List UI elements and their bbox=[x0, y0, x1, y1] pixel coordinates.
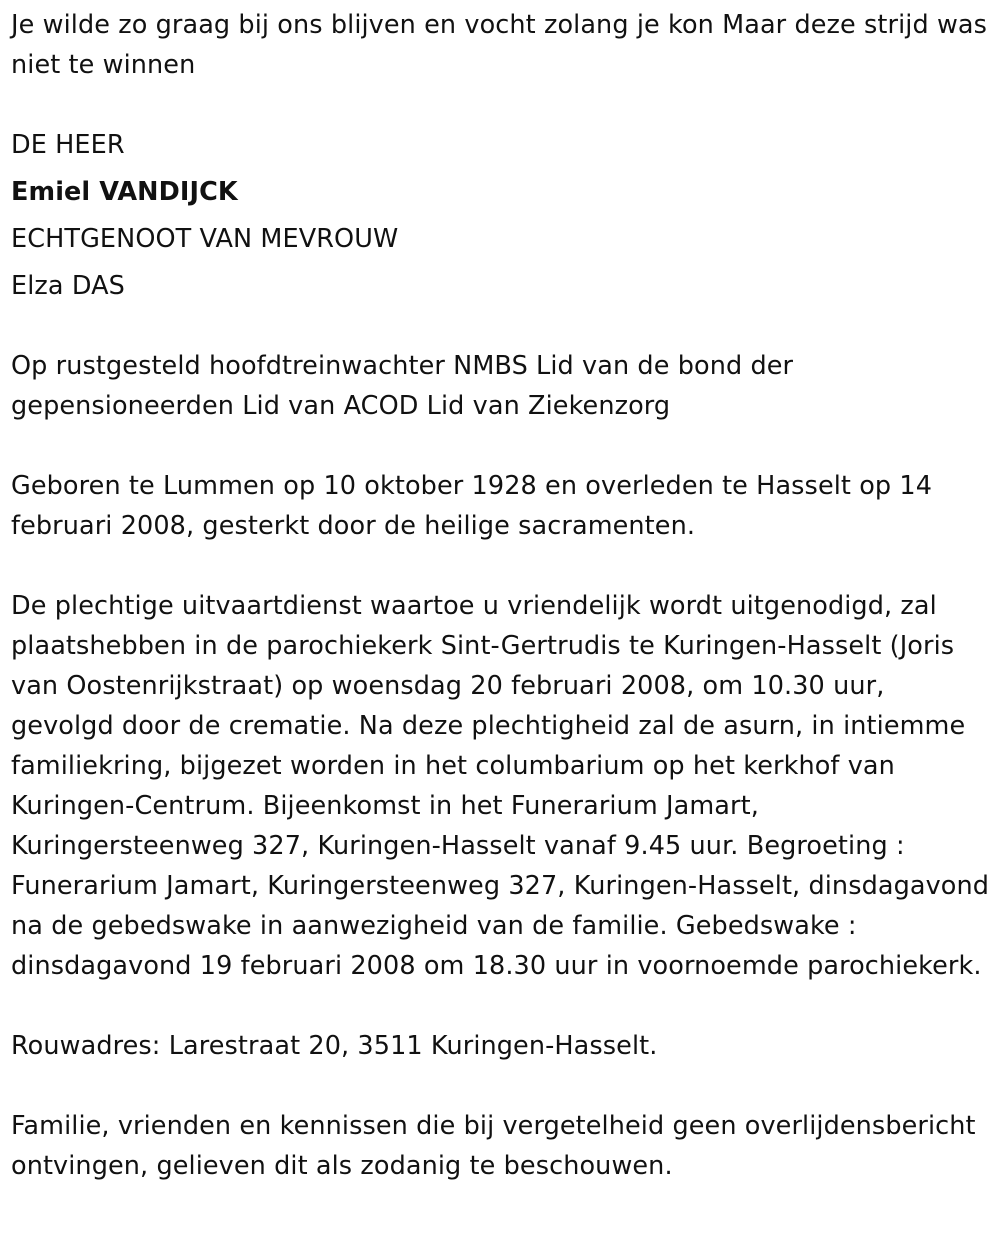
spouse-name: Elza DAS bbox=[11, 271, 125, 301]
address-text: Rouwadres: Larestraat 20, 3511 Kuringen-Hasselt. bbox=[11, 1031, 658, 1061]
birth-death-text: Geboren te Lummen op 10 oktober 1928 en overleden te Hasselt op 14 februari 2008, gesterkt door de heilige sacramenten. bbox=[11, 471, 933, 541]
closing-text: Familie, vrienden en kennissen die bij vergetelheid geen overlijdensbericht ontvingen, gelieven dit als zodanig te beschouwen. bbox=[11, 1111, 976, 1181]
deceased-name: Emiel VANDIJCK bbox=[11, 177, 238, 207]
spouse-label: ECHTGENOOT VAN MEVROUW bbox=[11, 224, 399, 254]
profession-text: Op rustgesteld hoofdtreinwachter NMBS Lid van de bond der gepensioneerden Lid van ACOD Lid van Ziekenzorg bbox=[11, 351, 794, 421]
title-text: DE HEER bbox=[11, 130, 125, 160]
intro-text: Je wilde zo graag bij ons blijven en vocht zolang je kon Maar deze strijd was niet te winnen bbox=[11, 10, 988, 80]
service-text: De plechtige uitvaartdienst waartoe u vriendelijk wordt uitgenodigd, zal plaatshebben in de parochiekerk Sint-Gertrudis te Kuringen-Hasselt (Joris van Oostenrijkstraat) op woensdag 20 februari 2008, om 10.30 uur, gevolgd door de crematie. Na deze plechtigheid zal de asurn, in intiemme familiekring, bijgezet worden in het columbarium op het kerkhof van Kuringen-Centrum. Bijeenkomst in het Funerarium Jamart, Kuringersteenweg 327, Kuringen-Hasselt vanaf 9.45 uur. Begroeting : Funerarium Jamart, Kuringersteenweg 327, Kuringen-Hasselt, dinsdagavond na de gebedswake in aanwezigheid van de familie. Gebedswake : dinsdagavond 19 februari 2008 om 18.30 uur in voornoemde parochiekerk. bbox=[11, 591, 990, 981]
